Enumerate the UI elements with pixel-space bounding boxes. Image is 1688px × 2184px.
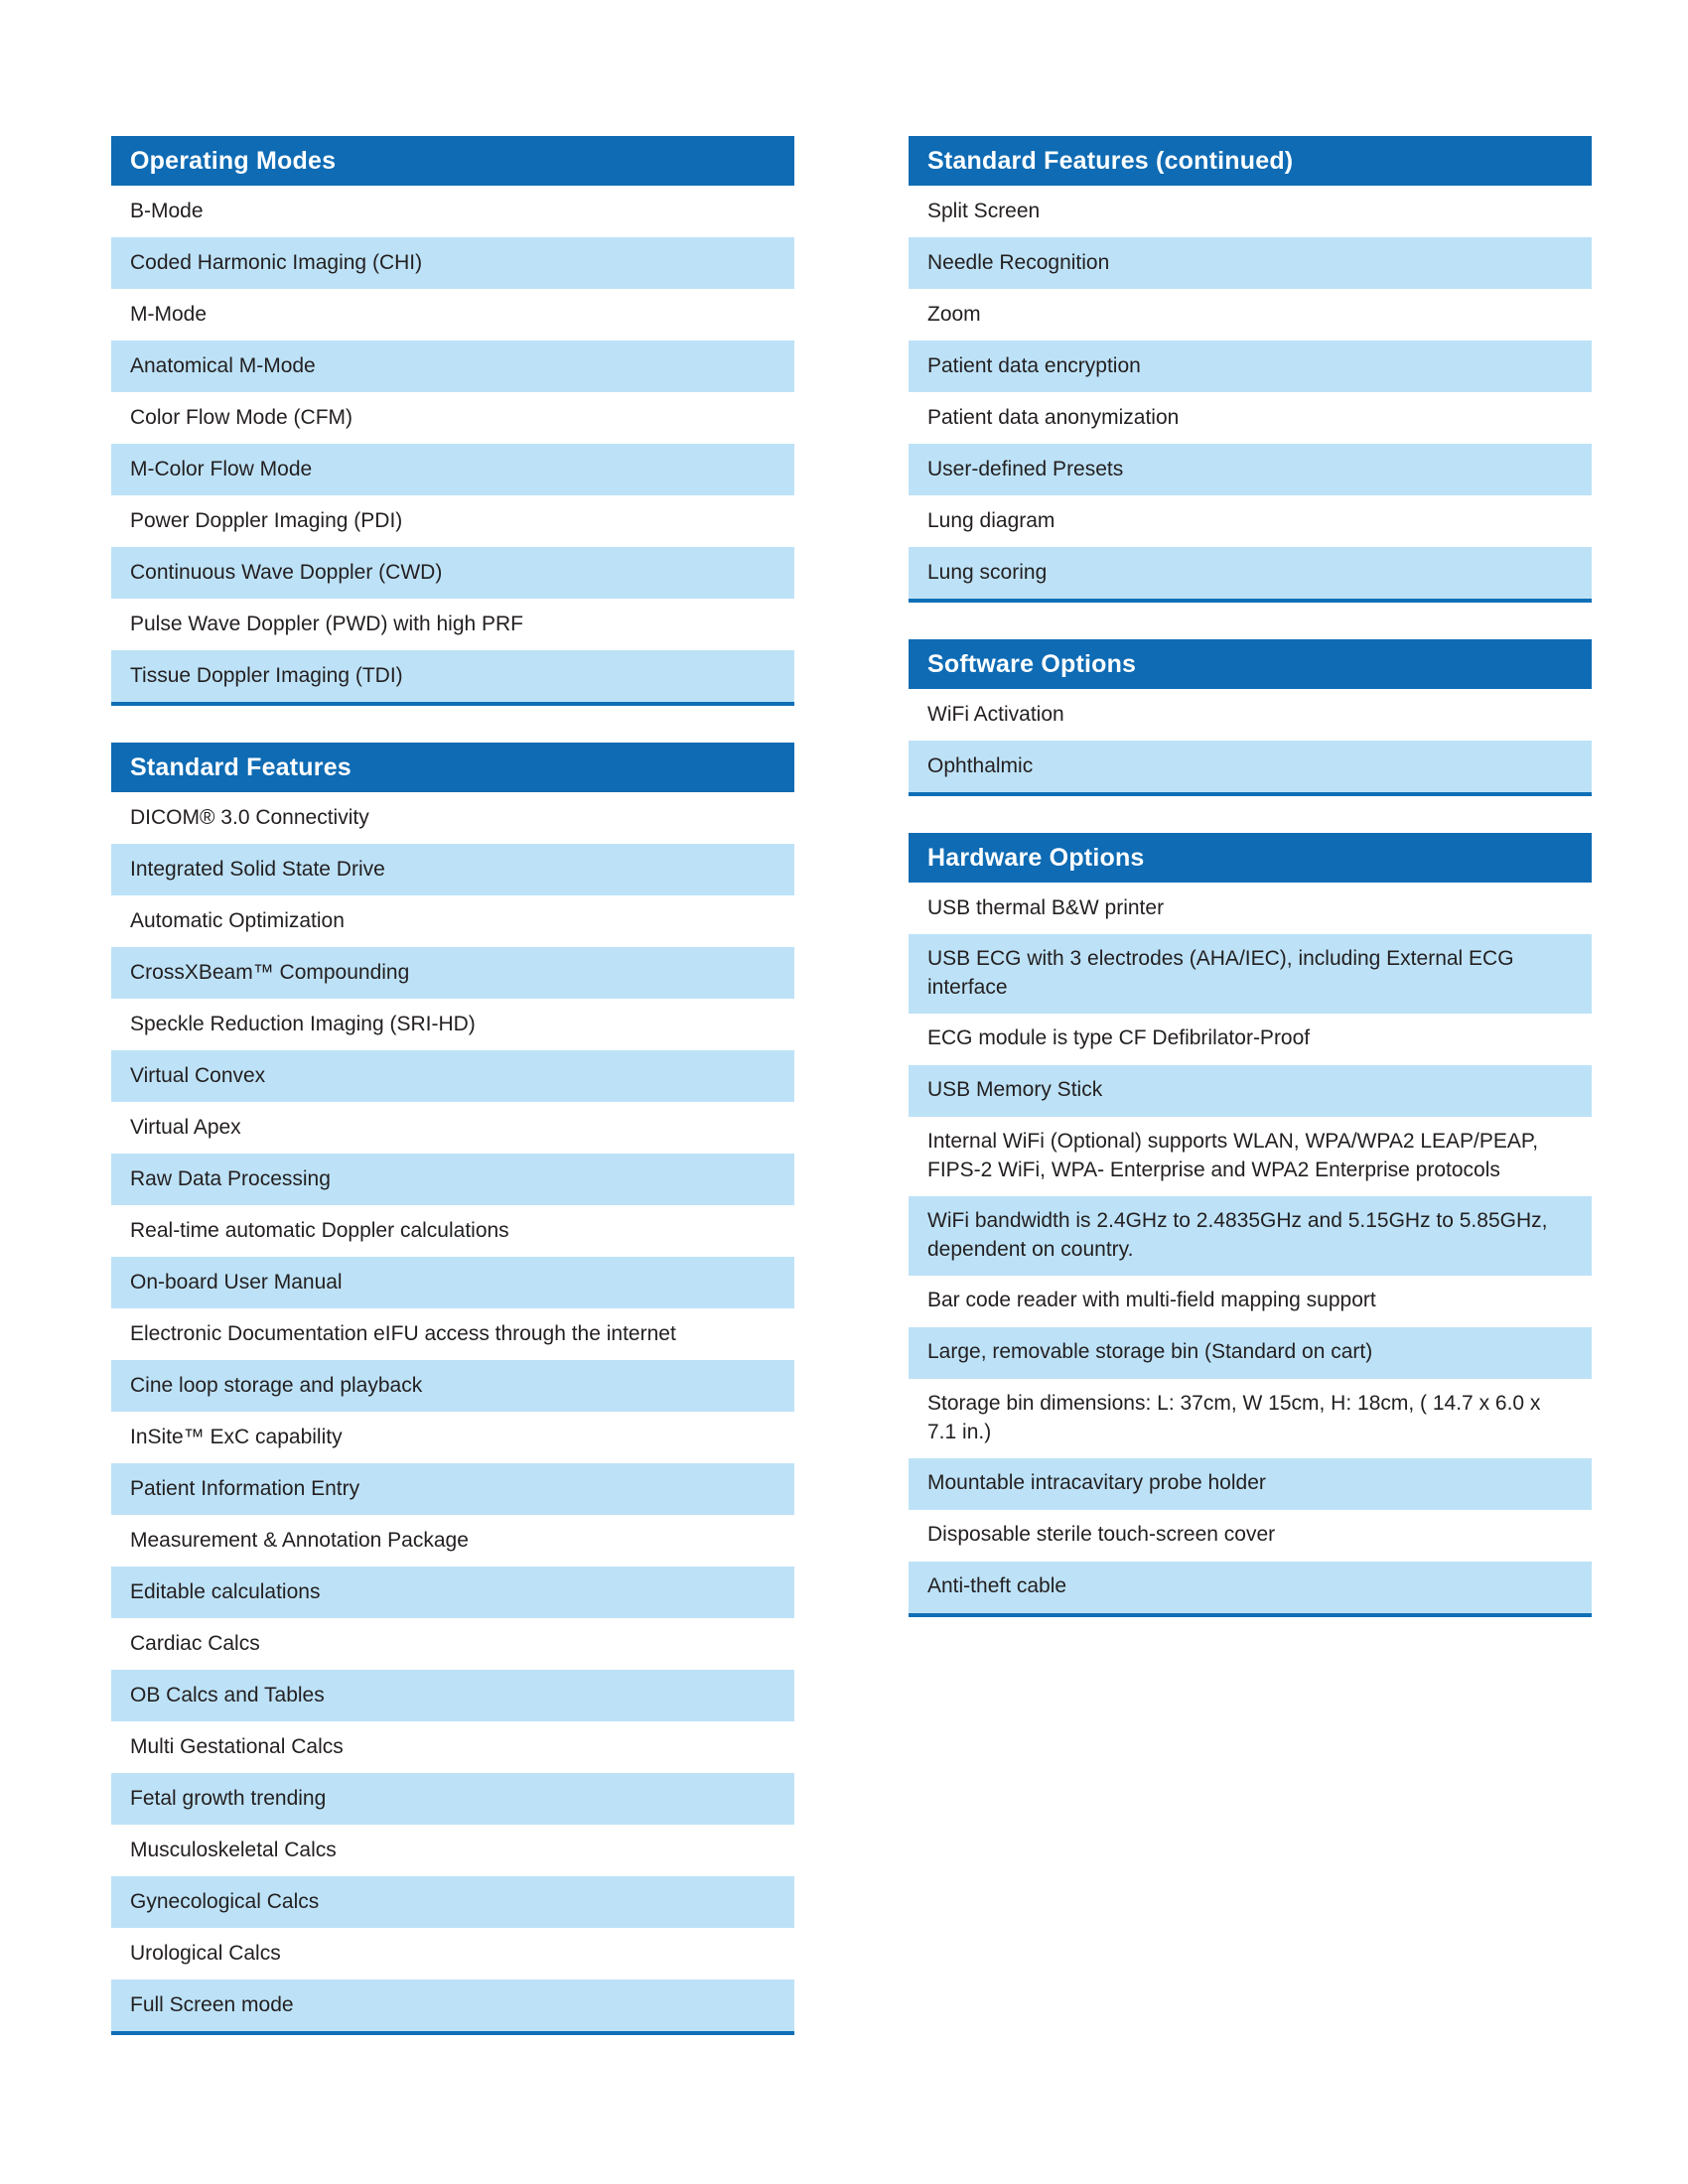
section-title: Standard Features (continued): [927, 146, 1294, 175]
table-row: [909, 186, 1592, 237]
row-label: Patient Information Entry: [130, 1476, 360, 1500]
row-label: Full Screen mode: [130, 1992, 294, 2016]
table-row: [111, 237, 794, 289]
table-row: [111, 495, 794, 547]
row-label: M-Mode: [130, 302, 208, 326]
left-column: [111, 136, 794, 2072]
row-label: Zoom: [927, 302, 981, 326]
row-label: Multi Gestational Calcs: [130, 1734, 344, 1758]
row-label: Color Flow Mode (CFM): [130, 405, 353, 429]
table-row: [111, 1257, 794, 1308]
row-label: Cardiac Calcs: [130, 1631, 260, 1655]
table-row: [111, 999, 794, 1050]
row-label: Large, removable storage bin (Standard on cart): [927, 1340, 1373, 1364]
table-row: [111, 1050, 794, 1102]
table-row: [909, 1065, 1592, 1117]
row-label: Automatic Optimization: [130, 908, 345, 932]
row-label: USB Memory Stick: [927, 1078, 1103, 1102]
row-label: InSite™ ExC capability: [130, 1425, 343, 1448]
row-label: Raw Data Processing: [130, 1166, 331, 1190]
table-row: [111, 392, 794, 444]
row-label: Power Doppler Imaging (PDI): [130, 508, 403, 532]
row-label: Internal WiFi (Optional) supports WLAN, WPA/WPA2 LEAP/PEAP, FIPS-2 WiFi, WPA- Enterprise and WPA2 Enterprise protocols: [927, 1129, 1539, 1181]
row-label: Electronic Documentation eIFU access through the internet: [130, 1321, 676, 1345]
row-label: Mountable intracavitary probe holder: [927, 1471, 1266, 1495]
section-title: Standard Features: [130, 752, 352, 781]
table-row: [909, 444, 1592, 495]
table-row: [909, 1562, 1592, 1613]
row-label: Musculoskeletal Calcs: [130, 1838, 337, 1861]
feature-table: [909, 833, 1592, 1617]
row-label: Measurement & Annotation Package: [130, 1528, 469, 1552]
section-title: Software Options: [927, 649, 1137, 678]
row-label: USB thermal B&W printer: [927, 895, 1165, 919]
table-row: [111, 1825, 794, 1876]
row-label: B-Mode: [130, 199, 204, 222]
row-label: Lung diagram: [927, 508, 1055, 532]
section-header: [909, 833, 1592, 883]
table-row: [111, 547, 794, 599]
table-row: [909, 495, 1592, 547]
table-row: [111, 1102, 794, 1154]
table-row: [111, 1308, 794, 1360]
row-label: Editable calculations: [130, 1579, 321, 1603]
row-label: Tissue Doppler Imaging (TDI): [130, 663, 403, 687]
row-label: Needle Recognition: [927, 250, 1110, 274]
row-label: USB ECG with 3 electrodes (AHA/IEC), including External ECG interface: [927, 947, 1514, 999]
row-label: DICOM® 3.0 Connectivity: [130, 805, 369, 829]
row-label: Urological Calcs: [130, 1941, 281, 1965]
row-label: Bar code reader with multi-field mapping support: [927, 1289, 1376, 1312]
right-column: [909, 136, 1592, 1654]
section-header: [909, 639, 1592, 689]
section-title: Hardware Options: [927, 843, 1145, 872]
table-row: [909, 547, 1592, 599]
table-row: [909, 1196, 1592, 1276]
table-row: [111, 1721, 794, 1773]
row-label: Lung scoring: [927, 560, 1048, 584]
row-label: M-Color Flow Mode: [130, 457, 313, 480]
table-row: [111, 1360, 794, 1412]
table-row: [909, 392, 1592, 444]
row-label: Storage bin dimensions: L: 37cm, W 15cm, H: 18cm, ( 14.7 x 6.0 x 7.1 in.): [927, 1391, 1541, 1443]
row-label: WiFi bandwidth is 2.4GHz to 2.4835GHz and 5.15GHz to 5.85GHz, dependent on country.: [927, 1208, 1548, 1261]
row-label: Patient data anonymization: [927, 405, 1180, 429]
table-row: [111, 1670, 794, 1721]
row-label: WiFi Activation: [927, 702, 1064, 726]
table-row: [909, 1014, 1592, 1065]
table-row: [111, 599, 794, 650]
section-title: Operating Modes: [130, 146, 337, 175]
row-label: Virtual Convex: [130, 1063, 266, 1087]
table-row: [909, 1510, 1592, 1562]
row-label: CrossXBeam™ Compounding: [130, 960, 410, 984]
row-label: Coded Harmonic Imaging (CHI): [130, 250, 423, 274]
row-label: Integrated Solid State Drive: [130, 857, 385, 881]
table-row: [111, 1773, 794, 1825]
table-row: [909, 883, 1592, 934]
row-label: Split Screen: [927, 199, 1041, 222]
table-row: [111, 844, 794, 895]
table-row: [111, 341, 794, 392]
row-label: Anatomical M-Mode: [130, 353, 316, 377]
section-header: [111, 136, 794, 186]
section-header: [111, 743, 794, 792]
row-label: User-defined Presets: [927, 457, 1124, 480]
table-row: [111, 1928, 794, 1979]
feature-table: [909, 639, 1592, 796]
row-label: On-board User Manual: [130, 1270, 343, 1294]
table-row: [111, 1463, 794, 1515]
row-label: Fetal growth trending: [130, 1786, 327, 1810]
table-row: [111, 895, 794, 947]
table-row: [909, 1276, 1592, 1327]
feature-table: [111, 743, 794, 2035]
row-label: Pulse Wave Doppler (PWD) with high PRF: [130, 612, 524, 635]
table-row: [909, 741, 1592, 792]
row-label: Anti-theft cable: [927, 1574, 1067, 1598]
row-label: Real-time automatic Doppler calculations: [130, 1218, 509, 1242]
feature-table: [111, 136, 794, 706]
table-row: [909, 1117, 1592, 1196]
row-label: Virtual Apex: [130, 1115, 241, 1139]
table-row: [111, 1515, 794, 1567]
table-row: [111, 1154, 794, 1205]
table-row: [111, 947, 794, 999]
row-label: Gynecological Calcs: [130, 1889, 320, 1913]
row-label: Ophthalmic: [927, 753, 1034, 777]
table-row: [909, 237, 1592, 289]
row-label: ECG module is type CF Defibrilator-Proof: [927, 1026, 1311, 1050]
table-row: [111, 1618, 794, 1670]
row-label: Cine loop storage and playback: [130, 1373, 423, 1397]
table-row: [909, 934, 1592, 1014]
table-row: [111, 289, 794, 341]
table-row: [909, 289, 1592, 341]
row-label: OB Calcs and Tables: [130, 1683, 325, 1706]
table-row: [909, 1458, 1592, 1510]
table-row: [111, 1567, 794, 1618]
table-row: [909, 1327, 1592, 1379]
row-label: Continuous Wave Doppler (CWD): [130, 560, 443, 584]
row-label: Speckle Reduction Imaging (SRI-HD): [130, 1012, 476, 1035]
table-row: [909, 1379, 1592, 1458]
table-row: [111, 1412, 794, 1463]
table-row: [909, 341, 1592, 392]
section-header: [909, 136, 1592, 186]
table-row: [111, 650, 794, 702]
table-row: [111, 444, 794, 495]
row-label: Disposable sterile touch-screen cover: [927, 1523, 1276, 1547]
table-row: [909, 689, 1592, 741]
feature-table: [909, 136, 1592, 603]
table-row: [111, 1205, 794, 1257]
table-row: [111, 792, 794, 844]
table-row: [111, 1979, 794, 2031]
row-label: Patient data encryption: [927, 353, 1141, 377]
table-row: [111, 1876, 794, 1928]
table-row: [111, 186, 794, 237]
